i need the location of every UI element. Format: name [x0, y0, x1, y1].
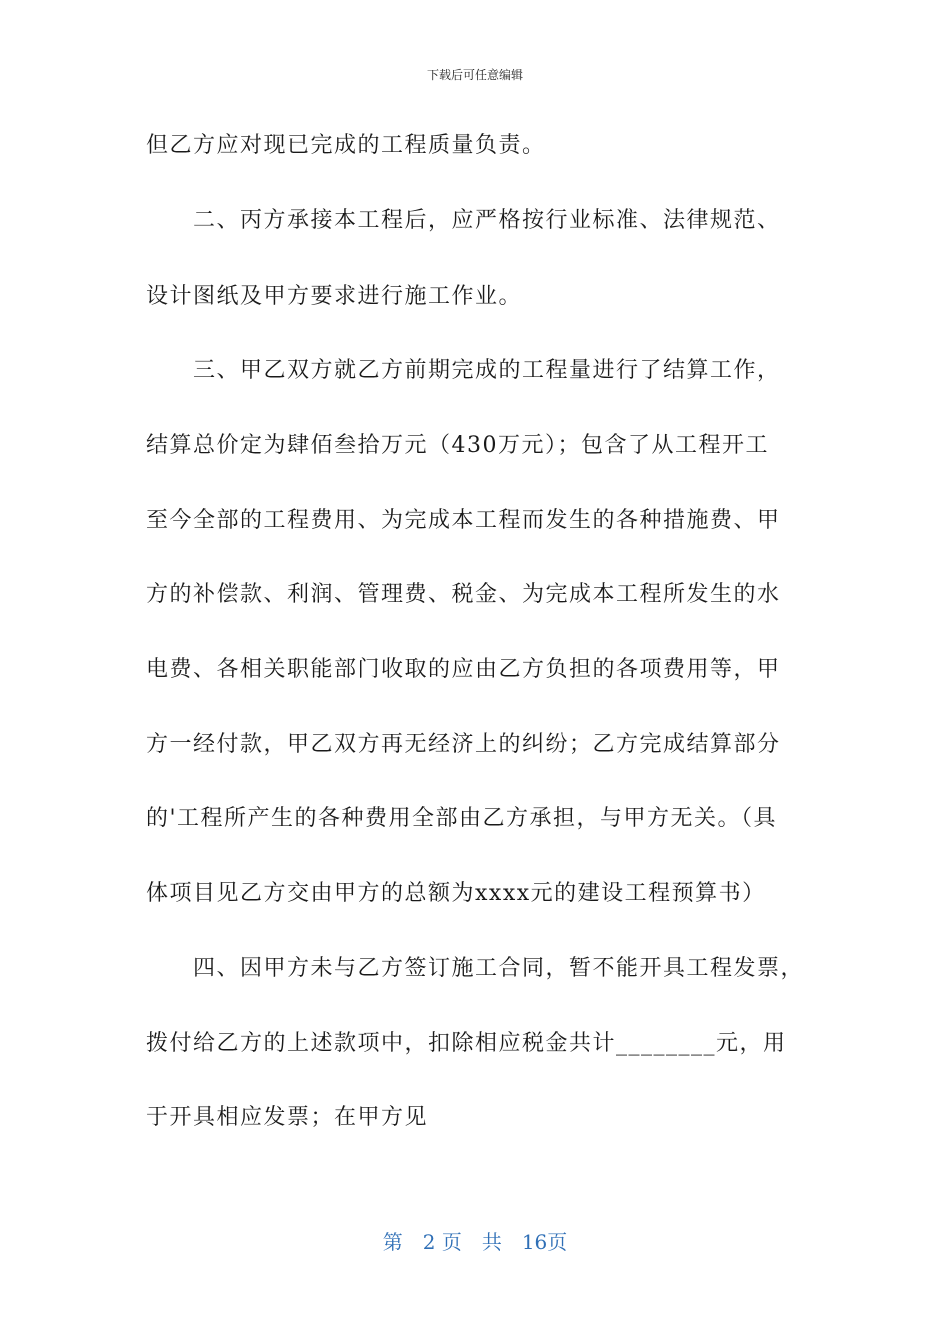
- body-line: 四、因甲方未与乙方签订施工合同，暂不能开具工程发票，: [146, 956, 805, 981]
- body-line: 设计图纸及甲方要求进行施工作业。: [146, 284, 523, 309]
- body-line: 二、丙方承接本工程后，应严格按行业标准、法律规范、: [146, 208, 781, 233]
- body-line: 方的补偿款、利润、管理费、税金、为完成本工程所发生的水: [146, 582, 781, 607]
- body-line: 于开具相应发票；在甲方见: [146, 1105, 429, 1130]
- body-line: 结算总价定为肆佰叁拾万元（430万元）；包含了从工程开工: [146, 433, 769, 458]
- body-line: 方一经付款，甲乙双方再无经济上的纠纷；乙方完成结算部分: [146, 732, 781, 757]
- body-line: 拨付给乙方的上述款项中，扣除相应税金共计________元，用: [146, 1031, 787, 1056]
- body-line: 的'工程所产生的各种费用全部由乙方承担，与甲方无关。（具: [146, 806, 778, 831]
- body-line: 但乙方应对现已完成的工程质量负责。: [146, 133, 546, 158]
- body-line: 体项目见乙方交由甲方的总额为xxxx元的建设工程预算书）: [146, 881, 766, 906]
- body-line: 至今全部的工程费用、为完成本工程而发生的各种措施费、甲: [146, 508, 781, 533]
- body-line: 电费、各相关职能部门收取的应由乙方负担的各项费用等，甲: [146, 657, 781, 682]
- page-number-footer: 第 2 页 共 16页: [382, 1230, 568, 1254]
- page-header-note: 下载后可任意编辑: [426, 68, 523, 82]
- body-line: 三、甲乙双方就乙方前期完成的工程量进行了结算工作，: [146, 358, 781, 383]
